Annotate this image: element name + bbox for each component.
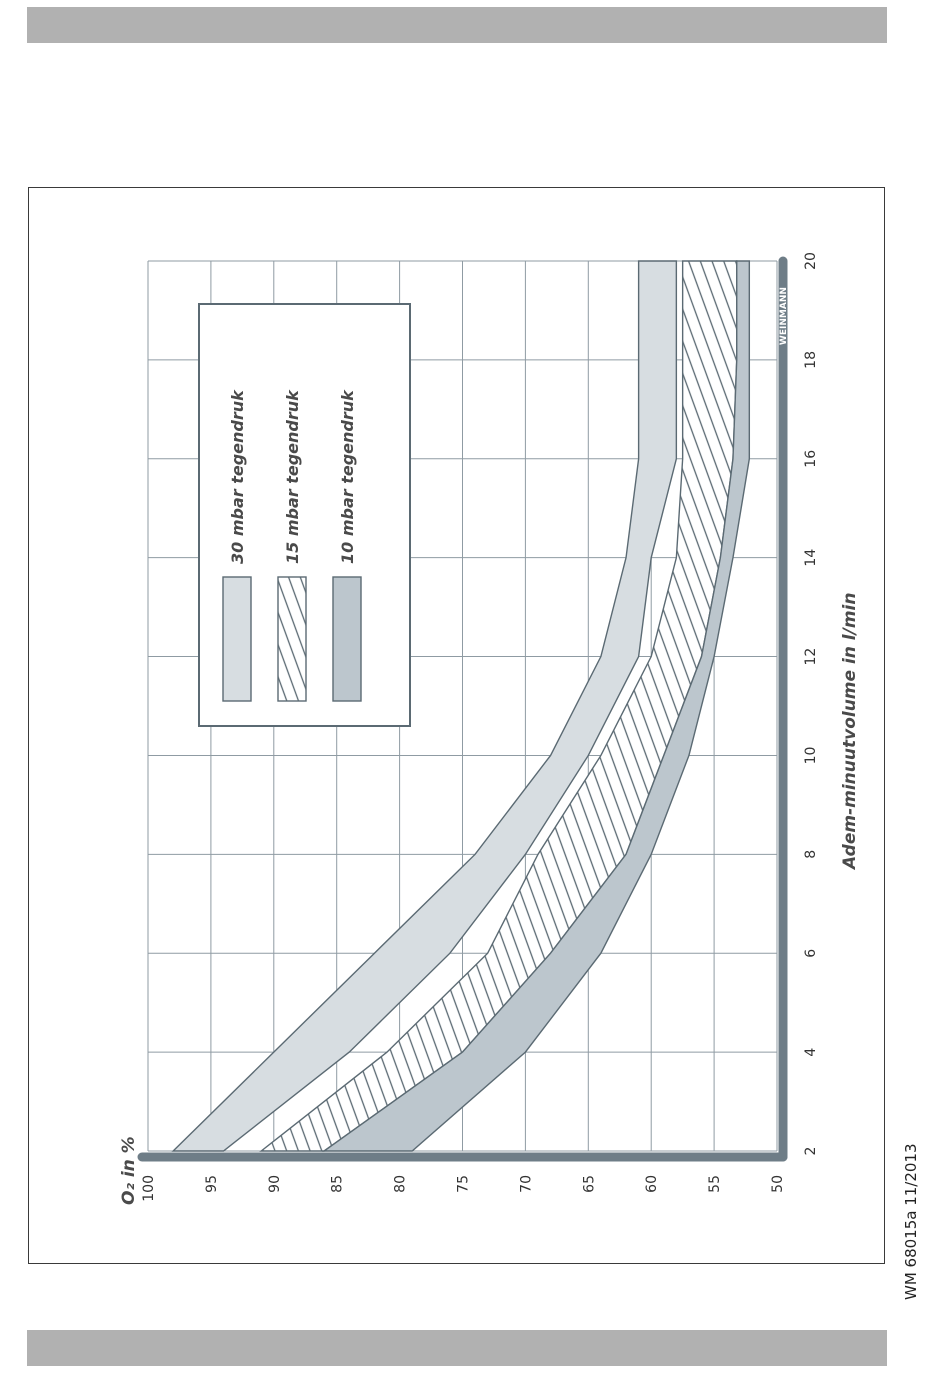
y-tick-label: 50 — [770, 1175, 786, 1193]
chart-svg — [29, 188, 884, 1263]
legend — [199, 304, 410, 726]
bottom-gray-bar — [27, 1330, 887, 1366]
x-tick-label: 14 — [803, 548, 819, 567]
y-tick-label: 85 — [329, 1175, 346, 1193]
x-tick-label: 12 — [803, 647, 819, 666]
y-tick-label: 70 — [518, 1175, 535, 1193]
y-tick-label: 100 — [141, 1175, 157, 1202]
x-tick-label: 10 — [803, 746, 819, 765]
y-tick-label: 55 — [707, 1175, 724, 1193]
x-tick-label: 4 — [803, 1047, 819, 1057]
weinmann-logo: WEINMANN — [779, 287, 789, 346]
x-tick-label: 18 — [803, 350, 819, 369]
x-tick-label: 20 — [803, 252, 819, 270]
legend-swatch — [223, 577, 251, 701]
legend-label: 30 mbar tegendruk — [228, 390, 247, 564]
y-tick-label: 90 — [266, 1175, 283, 1193]
x-tick-label: 16 — [803, 449, 819, 468]
x-tick-label: 6 — [803, 948, 819, 958]
x-axis-title: Adem-minuutvolume in l/min — [840, 592, 860, 869]
y-axis-title: O₂ in % — [119, 1136, 139, 1205]
y-tick-label: 95 — [203, 1175, 220, 1193]
legend-label: 15 mbar tegendruk — [283, 390, 302, 564]
x-tick-label: 2 — [803, 1146, 819, 1156]
y-tick-label: 65 — [581, 1175, 598, 1193]
legend-label: 10 mbar tegendruk — [338, 390, 357, 564]
x-tick-label: 8 — [803, 849, 819, 859]
y-tick-label: 60 — [644, 1175, 661, 1193]
y-tick-label: 80 — [392, 1175, 409, 1193]
chart-frame — [28, 187, 885, 1264]
document-code: WM 68015a 11/2013 — [902, 1143, 920, 1300]
top-gray-bar — [27, 7, 887, 43]
legend-swatch — [333, 577, 361, 701]
y-tick-label: 75 — [455, 1175, 472, 1193]
legend-swatch — [278, 577, 306, 701]
